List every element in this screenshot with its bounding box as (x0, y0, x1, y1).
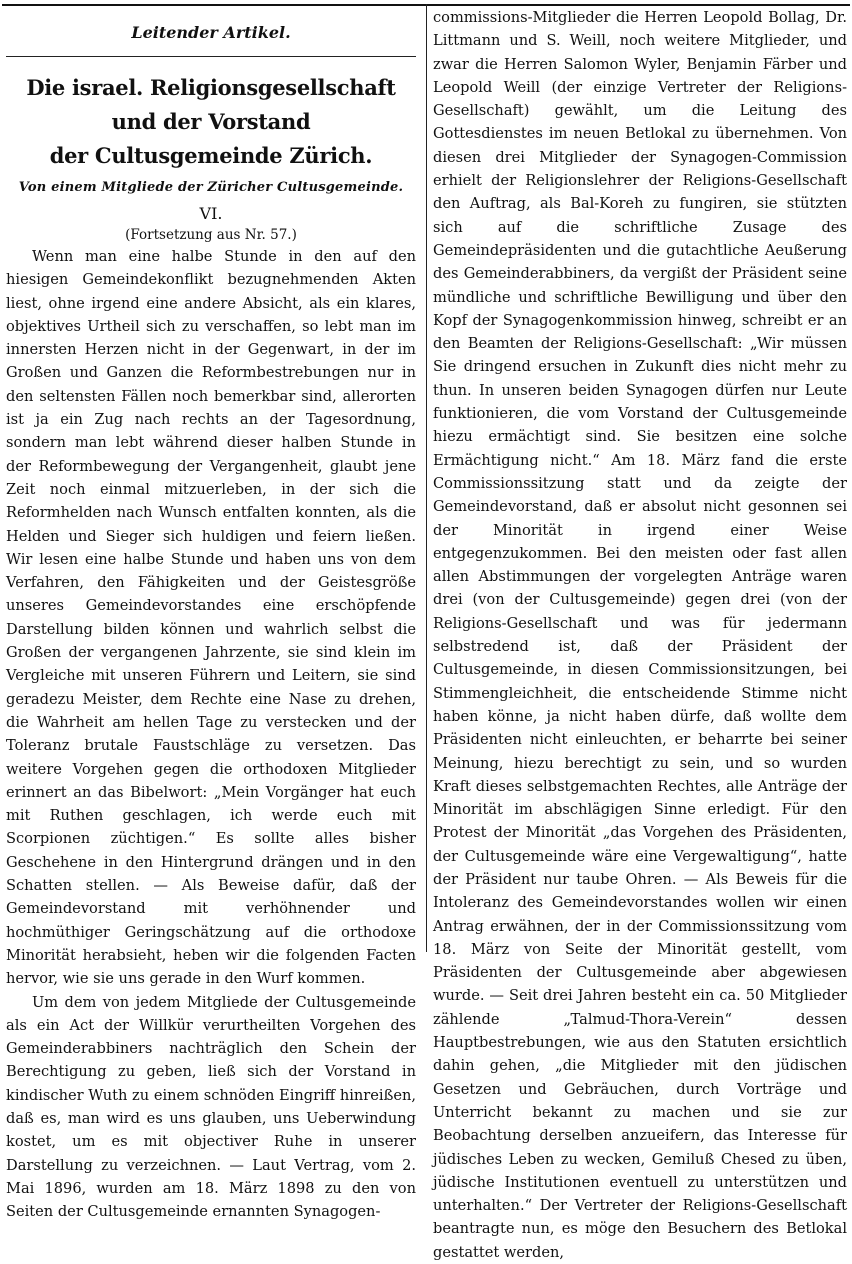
paragraph: Wenn man eine halbe Stunde in den auf den hiesigen Gemeindekonflikt bezugnehmenden Akten liest, ohne irgend eine andere Absicht, als ein klares, objektives Urtheil sich zu verschaffen, so lebt man im innersten Herzen nicht in der Gegenwart, in der im Großen und Ganzen die Reformbestrebungen nur in den seltensten Fällen noch bemerkbar sind, allerorten ist ja ein Zug nach rechts an der Tagesordnung, sondern man lebt während dieser halben Stunde in der Reformbewegung der Vergangenheit, glaubt jene Zeit noch einmal mitzuerleben, in der sich die Reformhelden nach Wunsch entfalten konnten, als die Helden und Sieger sich huldigen und feiern ließen. Wir lesen eine halbe Stunde und haben uns von dem Verfahren, den Fähigkeiten und der Geistesgröße unseres Gemeindevorstandes eine erschöpfende Darstellung bilden können und wahrlich selbst die Großen der vergangenen Jahrzente, sie sind klein im Vergleiche mit unseren Führern und Leitern, sie sind geradezu Meister, dem Rechte eine Nase zu drehen, die Wahrheit am hellen Tage zu verstecken und der Toleranz brutale Faustschläge zu versetzen. Das weitere Vorgehen gegen die orthodoxen Mitglieder erinnert an das Bibelwort: „Mein Vorgänger hat euch mit Ruthen geschlagen, ich werde euch mit Scorpionen züchtigen.“ Es sollte alles bisher Geschehene in den Hintergrund drängen und in den Schatten stellen. — Als Beweise dafür, daß der Gemeindevorstand mit verhöhnender und hochmüthiger Geringschätzung auf die orthodoxe Minorität herabsieht, heben wir die folgenden Facten hervor, wie sie uns gerade in den Wurf kommen. (6, 248, 416, 988)
article-title-line-2: der Cultusgemeinde Zürich. (49, 143, 373, 168)
paragraph: Um dem von jedem Mitgliede der Cultusgemeinde als ein Act der Willkür verurtheilten Vorgehen des Gemeinderabbiners nachträglich den Schein der Berechtigung zu geben, ließ sich der Vorstand in kindischer Wuth zu einem schnöden Eingriff hinreißen, daß es, man wird es uns glauben, uns Ueberwindung kostet, um es mit objectiver Ruhe in unserer Darstellung zu verzeichnen. — Laut Vertrag, vom 2. Mai 1896, wurden am 18. März 1898 zu den von Seiten der Cultusgemeinde ernannten Synagogen- (6, 993, 416, 1221)
continuation-note: (Fortsetzung aus Nr. 57.) (125, 227, 297, 243)
paragraph: commissions-Mitglieder die Herren Leopold Bollag, Dr. Littmann und S. Weill, noch weitere Mitglieder, und zwar die Herren Salomon Wyler, Benjamin Färber und Leopold Weill (der einzige Vertreter der Religions-Gesellschaft) gewählt, um die Leitung des Gottesdienstes im neuen Betlokal zu übernehmen. Von diesen drei Mitglieder der Synagogen-Commission erhielt der Religionslehrer der Religions-Gesellschaft den Auftrag, als Bal-Koreh zu fungiren, sie stützten sich auf die schriftliche Zusage des Gemeindepräsidenten und die gutachtliche Aeußerung des Gemeinderabbiners, da vergißt der Präsident seine mündliche und schriftliche Bewilligung und über den Kopf der Synagogenkommission hinweg, schreibt er an den Beamten der Religions-Gesellschaft: „Wir müssen Sie dringend ersuchen in Zukunft dies nicht mehr zu thun. In unseren beiden Synagogen dürfen nur Leute funktionieren, die vom Vorstand der Cultusgemeinde hiezu ermächtigt sind. Sie besitzen eine solche Ermächtigung nicht.“ Am 18. März fand die erste Commissionssitzung statt und da zeigte der Gemeindevorstand, daß er absolut nicht gesonnen sei der Minorität in irgend einer Weise entgegenzukommen. Bei den meisten oder fast allen allen Abstimmungen der vorgelegten Anträge waren drei (von der Cultusgemeinde) gegen drei (von der Religions-Gesellschaft und was für jedermann selbstredend ist, daß der Präsident der Cultusgemeinde, in diesen Commissionsitzungen, bei Stimmengleichheit, die entscheidende Stimme nicht haben könne, ja nicht haben dürfe, daß wollte dem Präsidenten nicht einleuchten, er beharrte bei seiner Meinung, hiezu berechtigt zu sein, und so wurden Kraft dieses selbstgemachten Rechtes, alle Anträge der Minorität im abschlägigen Sinne erledigt. Für den Protest der Minorität „das Vorgehen des Präsidenten, der Cultusgemeinde wäre eine Vergewaltigung“, hatte der Präsident nur taube Ohren. — Als Beweis für die Intoleranz des Gemeindevorstandes wollen wir einen Antrag erwähnen, der in der Commissionssitzung vom 18. März von Seite der Minorität gestellt, vom Präsidenten der Cultusgemeinde aber abgewiesen wurde. — Seit drei Jahren besteht ein ca. 50 Mitglieder zählende „Talmud-Thora-Verein“ dessen Hauptbestrebungen, wie aus den Statuten ersichtlich dahin gehen, „die Mitglieder mit den jüdischen Gesetzen und Gebräuchen, durch Vorträge und Unterricht bekannt zu machen und sie zur Beobachtung derselben anzueifern, das Interesse für jüdisches Leben zu wecken, Gemiluß Chesed zu üben, jüdische Institutionen eventuell zu unterstützen und unterhalten.“ Der Vertreter der Religions-Gesellschaft beantragte nun, es möge den Besuchern des Betlokal gestattet werden, (433, 9, 847, 1261)
article-title-line-1: Die israel. Religionsgesellschaft und der Vorstand (26, 75, 396, 134)
left-column (6, 8, 416, 1221)
heading-rule (6, 56, 416, 57)
section-heading: Leitender Artikel. (131, 23, 291, 42)
column-divider (426, 4, 427, 952)
article-byline: Von einem Mitgliede der Züricher Cultusgemeinde. (18, 180, 404, 195)
part-number: VI. (199, 204, 223, 223)
right-column (433, 6, 847, 1261)
